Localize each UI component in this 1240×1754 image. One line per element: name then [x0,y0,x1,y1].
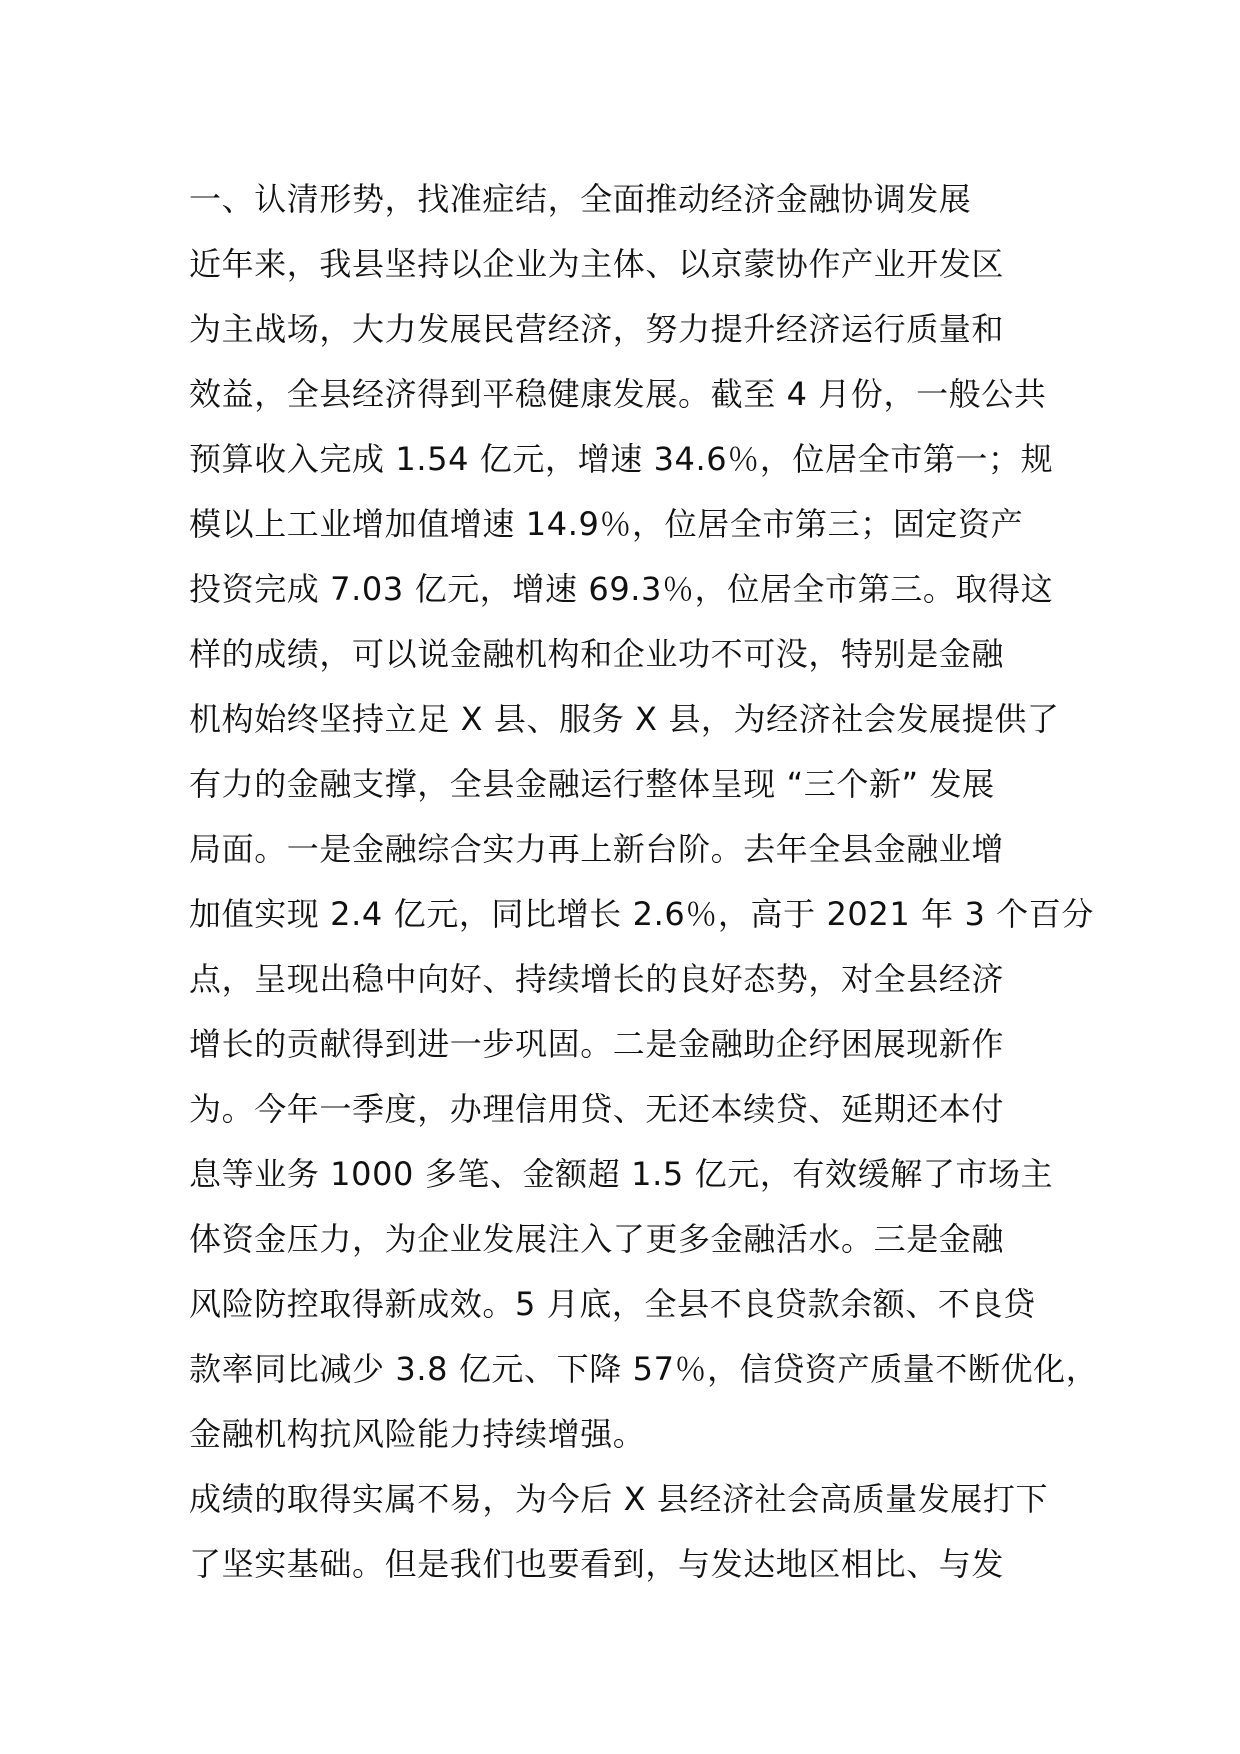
text-line: 体资金压力，为企业发展注入了更多金融活水。三是金融 [189,1220,1005,1258]
text-block [189,167,1099,1597]
text-line: 模以上工业增加值增速 14.9％，位居全市第三；固定资产 [189,505,1024,543]
text-line: 近年来，我县坚持以企业为主体、以京蒙协作产业开发区 [189,245,1005,283]
text-line: 预算收入完成 1.54 亿元，增速 34.6％，位居全市第一；规 [189,440,1054,478]
text-line: 为。今年一季度，办理信用贷、无还本续贷、延期还本付 [189,1090,1005,1128]
text-line: 成绩的取得实属不易，为今后 X 县经济社会高质量发展打下 [189,1480,1049,1518]
text-line: 风险防控取得新成效。5 月底，全县不良贷款余额、不良贷 [189,1285,1036,1323]
text-line: 样的成绩，可以说金融机构和企业功不可没，特别是金融 [189,635,1005,673]
text-line: 为主战场，大力发展民营经济，努力提升经济运行质量和 [189,310,1005,348]
text-line: 机构始终坚持立足 X 县、服务 X 县，为经济社会发展提供了 [189,700,1060,738]
paragraph-achievements [189,232,1099,1467]
text-line: 息等业务 1000 多笔、金额超 1.5 亿元，有效缓解了市场主 [189,1155,1054,1193]
text-line: 点，呈现出稳中向好、持续增长的良好态势，对全县经济 [189,960,1005,998]
text-line: 局面。一是金融综合实力再上新台阶。去年全县金融业增 [189,830,1005,868]
section-heading: 一、认清形势，找准症结，全面推动经济金融协调发展 [189,180,972,218]
paragraph-outlook [189,1467,1089,1597]
text-line: 了坚实基础。但是我们也要看到，与发达地区相比、与发 [189,1545,1005,1583]
text-line: 金融机构抗风险能力持续增强。 [189,1415,646,1453]
text-line: 效益，全县经济得到平稳健康发展。截至 4 月份，一般公共 [189,375,1047,413]
text-line: 有力的金融支撑，全县金融运行整体呈现 “三个新” 发展 [189,765,995,803]
text-line: 投资完成 7.03 亿元，增速 69.3％，位居全市第三。取得这 [189,570,1054,608]
text-line: 加值实现 2.4 亿元，同比增长 2.6％，高于 2021 年 3 个百分 [189,895,1094,933]
text-line: 款率同比减少 3.8 亿元、下降 57％，信贷资产质量不断优化， [189,1350,1099,1388]
text-line: 增长的贡献得到进一步巩固。二是金融助企纾困展现新作 [189,1025,1005,1063]
